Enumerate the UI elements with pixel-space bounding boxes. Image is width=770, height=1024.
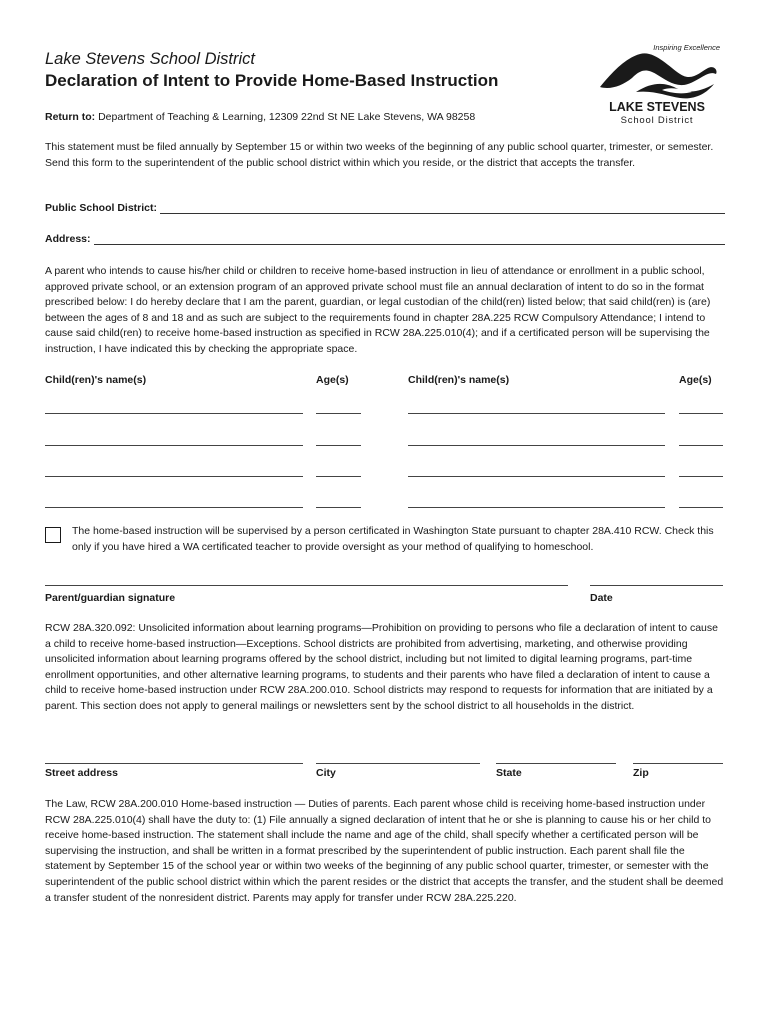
address-line[interactable] xyxy=(94,234,725,245)
date-label: Date xyxy=(590,592,613,604)
mountain-wave-logo-icon xyxy=(596,40,726,126)
child-name-line[interactable] xyxy=(45,413,303,414)
street-address-line[interactable] xyxy=(45,763,303,764)
public-school-district-line[interactable] xyxy=(160,203,725,214)
return-address: Department of Teaching & Learning, 12309 22nd St NE Lake Stevens, WA 98258 xyxy=(98,111,476,123)
logo-subtitle: School District xyxy=(620,115,694,126)
children-name-header-2: Child(ren)'s name(s) xyxy=(408,374,510,386)
city-line[interactable] xyxy=(316,763,480,764)
street-address-label: Street address xyxy=(45,767,118,779)
child-age-line[interactable] xyxy=(316,476,361,477)
date-line[interactable] xyxy=(590,585,723,586)
public-school-district-label: Public School District: xyxy=(45,202,158,214)
logo-tagline: Inspiring Excellence xyxy=(653,43,720,52)
city-label: City xyxy=(316,767,336,779)
law-paragraph: The Law, RCW 28A.200.010 Home-based instruction — Duties of parents. Each parent whose child is receiving home-based instruction under RCW 28A.225.010(4) shall have the duty to: (1) File annually a signed declaration of intent that he or she is planning to cause his or her child to receive home-based instruction. The statement shall include the name and age of the child, shall specify whether a certificated person will be supervising the instruction, and shall be written in a format prescribed by the superintendent of public instruction. Each parent shall file the statement by September 15 of the school year or within two weeks of the beginning of any public school quarter, trimester, or semester with the superintendent of the public school district within which the parent resides or the district that accepts the transfer, and the student shall be deemed a transfer student of the nonresident district. Parents may apply for transfer under RCW 28A.225.220. xyxy=(45,798,724,904)
child-name-line[interactable] xyxy=(408,507,665,508)
child-name-line[interactable] xyxy=(45,507,303,508)
return-label: Return to: xyxy=(45,111,96,123)
district-name: Lake Stevens School District xyxy=(45,50,256,68)
form-title: Declaration of Intent to Provide Home-Based Instruction xyxy=(45,71,499,90)
state-line[interactable] xyxy=(496,763,616,764)
rcw-320-092-paragraph: RCW 28A.320.092: Unsolicited information about learning programs—Prohibition on providing to persons who file a declaration of intent to cause a child to receive home-based instruction—Exceptions. School districts are prohibited from advertising, marketing, and otherwise providing unsolicited information about learning programs offered by the school district, including but not limited to digital learning programs, part-time enrollment opportunities, and other alternative learning programs, to students and their parents who have filed a declaration of intent to cause a child to receive home-based instruction under RCW 28A.200.010. School districts may respond to requests for information that are initiated by a parent. This section does not apply to general mailings or newsletters sent by the school district to all households in the district. xyxy=(45,622,718,712)
zip-line[interactable] xyxy=(633,763,723,764)
certificated-supervision-text: The home-based instruction will be supervised by a person certificated in Washington State pursuant to chapter 28A.410 RCW. Check this only if you have hired a WA certificated teacher to provide oversight as your method of qualifying to homeschool. xyxy=(72,525,714,553)
zip-label: Zip xyxy=(633,767,649,779)
district-logo xyxy=(596,40,726,126)
child-name-line[interactable] xyxy=(408,413,665,414)
signature-label: Parent/guardian signature xyxy=(45,592,176,604)
children-age-header-1: Age(s) xyxy=(316,374,349,386)
state-label: State xyxy=(496,767,522,779)
child-age-line[interactable] xyxy=(679,413,723,414)
certificated-supervision-checkbox[interactable] xyxy=(45,527,61,543)
child-name-line[interactable] xyxy=(45,445,303,446)
address-label: Address: xyxy=(45,233,91,245)
child-age-line[interactable] xyxy=(679,507,723,508)
logo-name: LAKE STEVENS xyxy=(609,100,705,114)
child-name-line[interactable] xyxy=(45,476,303,477)
child-name-line[interactable] xyxy=(408,445,665,446)
child-name-line[interactable] xyxy=(408,476,665,477)
child-age-line[interactable] xyxy=(316,507,361,508)
child-age-line[interactable] xyxy=(316,445,361,446)
filing-instructions: This statement must be filed annually by September 15 or within two weeks of the beginning of any public school quarter, trimester, or semester. Send this form to the superintendent of the public school district within which you reside, or the district that accepts the transfer. xyxy=(45,141,714,169)
signature-line[interactable] xyxy=(45,585,568,586)
child-age-line[interactable] xyxy=(679,476,723,477)
declaration-paragraph: A parent who intends to cause his/her child or children to receive home-based instruction in lieu of attendance or enrollment in a public school, approved private school, or an extension program of an approved private school must file an annual declaration of intent to do so in the format prescribed below: I do hereby declare that I am the parent, guardian, or legal custodian of the child(ren) listed below; that said child(ren) is (are) between the ages of 8 and 18 and as such are subject to the requirements found in chapter 28A.225 RCW Compulsory Attendance; I intend to cause said child(ren) to receive home-based instruction as specified in RCW 28A.225.010(4); and if a certificated person will be supervising the instruction, I have indicated this by checking the appropriate space. xyxy=(45,265,711,355)
children-age-header-2: Age(s) xyxy=(679,374,712,386)
return-address-line xyxy=(45,111,475,123)
child-age-line[interactable] xyxy=(679,445,723,446)
child-age-line[interactable] xyxy=(316,413,361,414)
children-name-header-1: Child(ren)'s name(s) xyxy=(45,374,147,386)
public-school-district-field[interactable] xyxy=(45,202,725,214)
address-field[interactable] xyxy=(45,233,725,245)
